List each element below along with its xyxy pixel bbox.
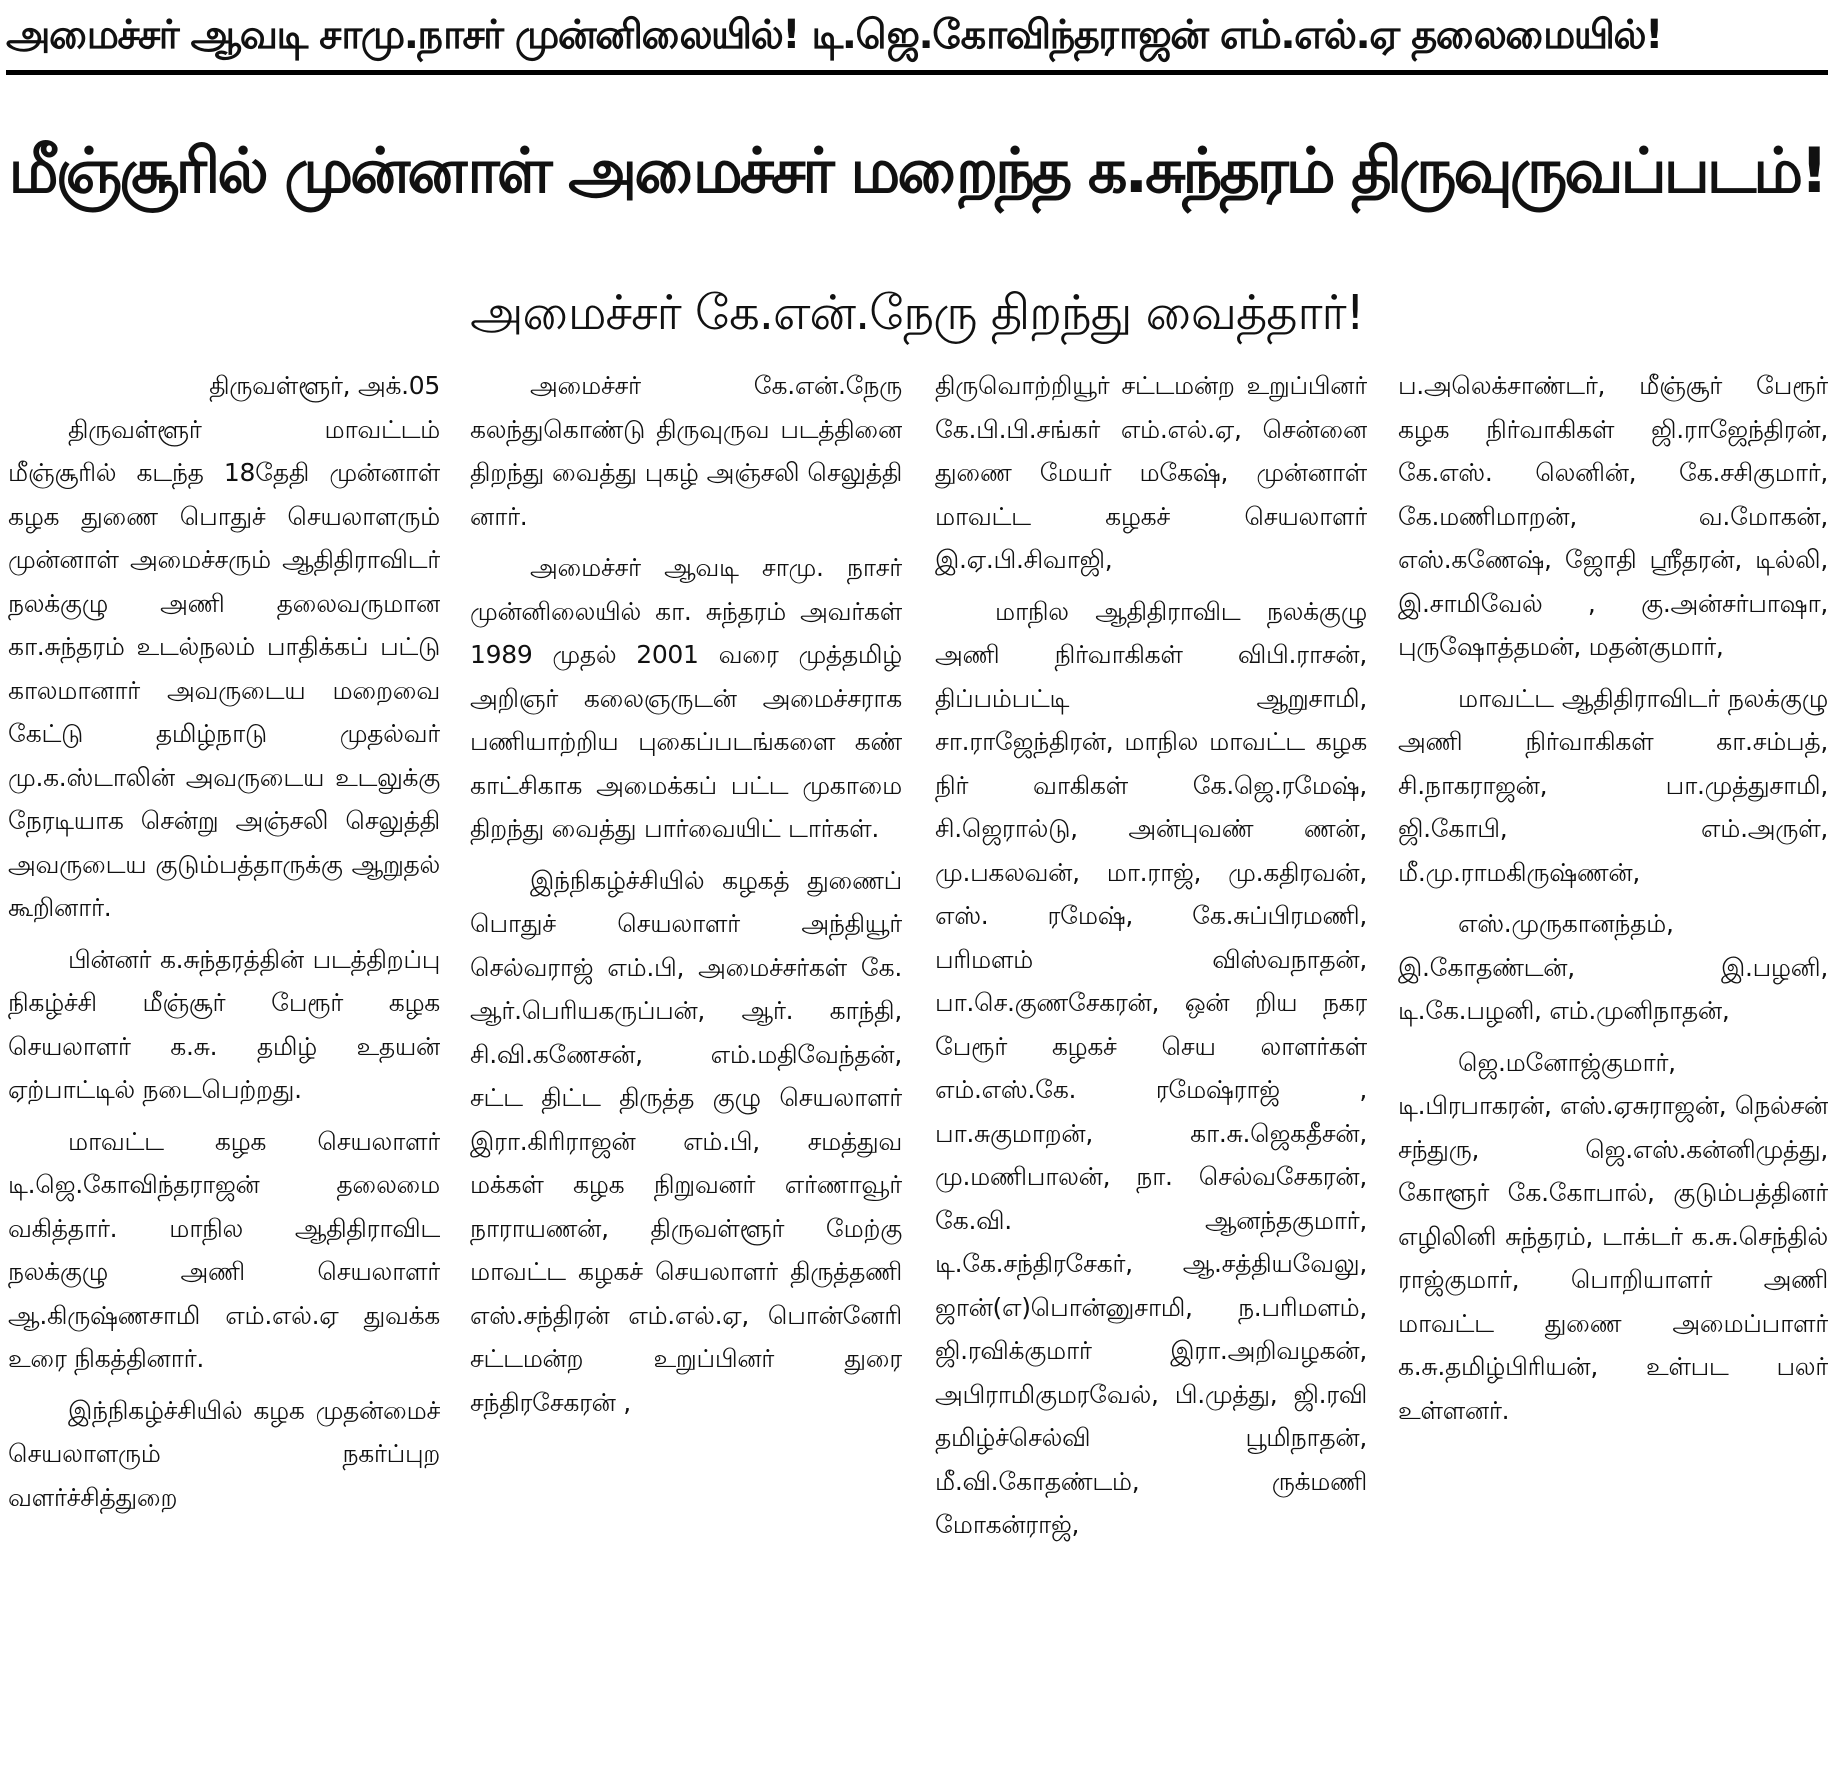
kicker-line: அமைச்சர் ஆவடி சாமு.நாசர் முன்னிலையில்! டி.ஜெ.கோவிந்தராஜன் எம்.எல்.ஏ தலைமையில்! bbox=[6, 12, 1662, 58]
kicker-rule bbox=[6, 70, 1828, 75]
headline: மீஞ்சூரில் முன்னாள் அமைச்சர் மறைந்த க.சுந்தரம் திருவுருவப்படம்! bbox=[8, 134, 1826, 207]
dateline: திருவள்ளூர், அக்.05 bbox=[209, 371, 440, 400]
paragraph: பின்னர் க.சுந்தரத்தின் படத்திறப்பு நிகழ்ச்சி மீஞ்சூர் பேரூர் கழக செயலாளர் க.சு. தமிழ் உதயன் ஏற்பாட்டில் நடைபெற்றது. bbox=[8, 944, 440, 1104]
paragraph: அமைச்சர் கே.என்.நேரு கலந்துகொண்டு திருவுருவ படத்தினை திறந்து வைத்து புகழ் அஞ்சலி செலுத்தி னார். bbox=[470, 371, 902, 531]
paragraph: திருவொற்றியூர் சட்டமன்ற உறுப்பினர் கே.பி.பி.சங்கர் எம்.எல்.ஏ, சென்னை துணை மேயர் மகேஷ், முன்னாள் மாவட்ட கழகச் செயலாளர் இ.ஏ.பி.சிவாஜி, bbox=[935, 371, 1367, 574]
paragraph: இந்நிகழ்ச்சியில் கழகத் துணைப் பொதுச் செயலாளர் அந்தியூர் செல்வராஜ் எம்.பி, அமைச்சர்கள் கே. ஆர்.பெரியகருப்பன், ஆர். காந்தி, சி.வி.கணேசன், எம்.மதிவேந்தன், சட்ட திட்ட திருத்த குழு செயலாளர் இரா.கிரிராஜன் எம்.பி, சமத்துவ மக்கள் கழக நிறுவனர் எர்ணாவூர் நாராயணன், திருவள்ளூர் மேற்கு மாவட்ட கழகச் செயலாளர் திருத்தணி எஸ்.சந்திரன் எம்.எல்.ஏ, பொன்னேரி சட்டமன்ற உறுப்பினர் துரை சந்திரசேகரன் , bbox=[470, 865, 902, 1417]
paragraph: ப.அலெக்சாண்டர், மீஞ்சூர் பேரூர் கழக நிர்வாகிகள் ஜி.ராஜேந்திரன், கே.எஸ். லெனின், கே.சசிகுமார், கே.மணிமாறன், வ.மோகன், எஸ்.கணேஷ், ஜோதி ஸ்ரீதரன், டில்லி, இ.சாமிவேல் , கு.அன்சர்பாஷா, புருஷோத்தமன், மதன்குமார், bbox=[1398, 371, 1828, 661]
paragraph: மாவட்ட ஆதிதிராவிடர் நலக்குழு அணி நிர்வாகிகள் கா.சம்பத், சி.நாகராஜன், பா.முத்துசாமி, ஜி.கோபி, எம்.அருள், மீ.மு.ராமகிருஷ்ணன், bbox=[1398, 683, 1828, 887]
paragraph: திருவள்ளூர் மாவட்டம் மீஞ்சூரில் கடந்த 18தேதி முன்னாள் கழக துணை பொதுச் செயலாளரும் முன்னாள் அமைச்சரும் ஆதிதிராவிடர் நலக்குழு அணி தலைவருமான கா.சுந்தரம் உடல்நலம் பாதிக்கப் பட்டு காலமானார் அவருடைய மறைவை கேட்டு தமிழ்நாடு முதல்வர் மு.க.ஸ்டாலின் அவருடைய உடலுக்கு நேரடியாக சென்று அஞ்சலி செலுத்தி அவருடைய குடும்பத்தாருக்கு ஆறுதல் கூறினார். bbox=[8, 414, 440, 922]
paragraph: எஸ்.முருகானந்தம், இ.கோதண்டன், இ.பழனி, டி.கே.பழனி, எம்.முனிநாதன், bbox=[1398, 909, 1828, 1025]
article-column-2 bbox=[470, 364, 902, 1760]
paragraph: மாநில ஆதிதிராவிட நலக்குழு அணி நிர்வாகிகள் விபி.ராசன், திப்பம்பட்டி ஆறுசாமி, சா.ராஜேந்திரன், மாநில மாவட்ட கழக நிர் வாகிகள் கே.ஜெ.ரமேஷ், சி.ஜெரால்டு, அன்புவண் ணன், மு.பகலவன், மா.ராஜ், மு.கதிரவன், எஸ். ரமேஷ், கே.சுப்பிரமணி, பரிமளம் விஸ்வநாதன், பா.செ.குணசேகரன், ஒன் றிய நகர பேரூர் கழகச் செய லாளர்கள் எம்.எஸ்.கே. ரமேஷ்ராஜ் , பா.சுகுமாறன், கா.சு.ஜெகதீசன், மு.மணிபாலன், நா. செல்வசேகரன், கே.வி. ஆனந்தகுமார், டி.கே.சந்திரசேகர், ஆ.சத்தியவேலு, ஜான்(எ)பொன்னுசாமி, ந.பரிமளம், ஜி.ரவிக்குமார் இரா.அறிவழகன், அபிராமிகுமரவேல், பி.முத்து, ஜி.ரவி தமிழ்ச்செல்வி பூமிநாதன், மீ.வி.கோதண்டம், ருக்மணி மோகன்ராஜ், bbox=[935, 596, 1367, 1539]
article-column-4 bbox=[1398, 364, 1828, 1760]
article-column-1 bbox=[8, 364, 440, 1760]
paragraph: மாவட்ட கழக செயலாளர் டி.ஜெ.கோவிந்தராஜன் தலைமை வகித்தார். மாநில ஆதிதிராவிட நலக்குழு அணி செயலாளர் ஆ.கிருஷ்ணசாமி எம்.எல்.ஏ துவக்க உரை நிகத்தினார். bbox=[8, 1126, 440, 1373]
subheadline: அமைச்சர் கே.என்.நேரு திறந்து வைத்தார்! bbox=[470, 285, 1364, 341]
article-column-3 bbox=[935, 364, 1367, 1760]
paragraph: ஜெ.மனோஜ்குமார், டி.பிரபாகரன், எஸ்.ஏசுராஜன், நெல்சன் சந்துரு, ஜெ.எஸ்.கன்னிமுத்து, கோளூர் கே.கோபால், குடும்பத்தினர் எழிலினி சுந்தரம், டாக்டர் க.சு.செந்தில் ராஜ்குமார், பொறியாளர் அணி மாவட்ட துணை அமைப்பாளர் க.சு.தமிழ்பிரியன், உள்பட பலர் உள்ளனர். bbox=[1398, 1047, 1828, 1425]
paragraph: அமைச்சர் ஆவடி சாமு. நாசர் முன்னிலையில் கா. சுந்தரம் அவர்கள் 1989 முதல் 2001 வரை முத்தமிழ் அறிஞர் கலைஞருடன் அமைச்சராக பணியாற்றிய புகைப்படங்களை கண் காட்சிகாக அமைக்கப் பட்ட முகாமை திறந்து வைத்து பார்வையிட் டார்கள். bbox=[470, 553, 902, 843]
paragraph: இந்நிகழ்ச்சியில் கழக முதன்மைச் செயலாளரும் நகர்ப்புற வளர்ச்சித்துறை bbox=[8, 1395, 440, 1512]
